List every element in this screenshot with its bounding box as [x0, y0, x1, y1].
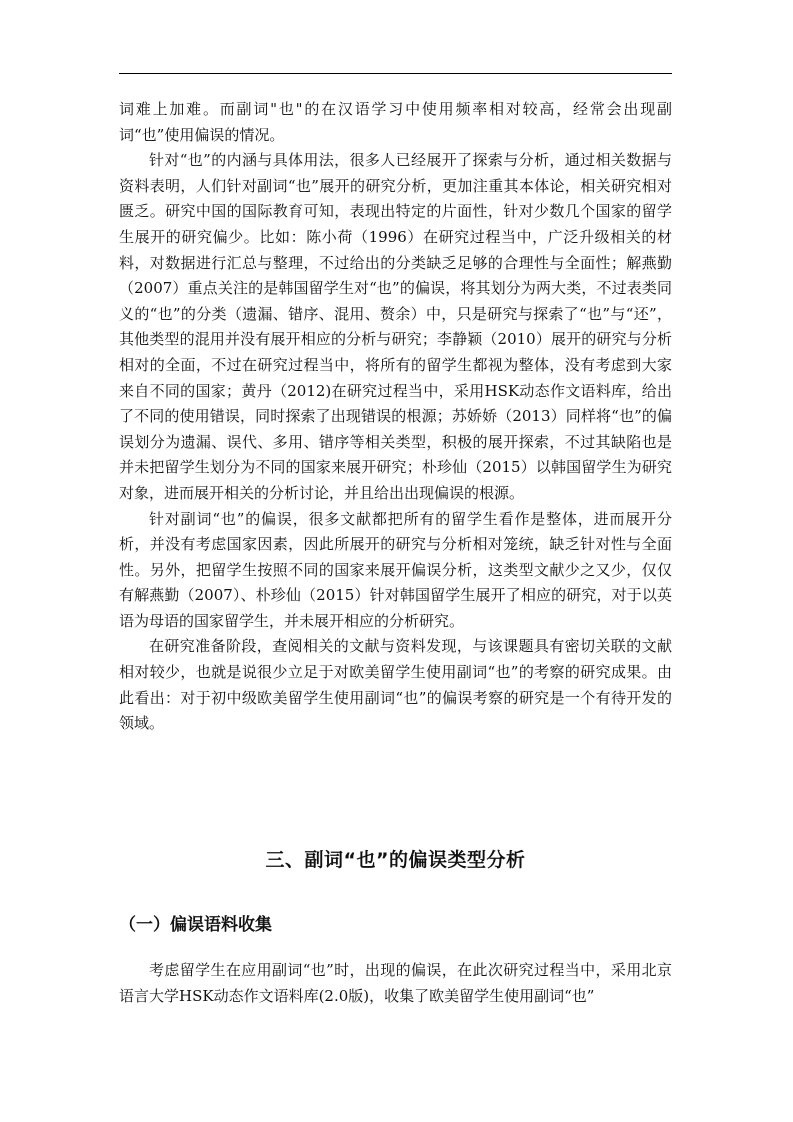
paragraph-research-gap: 针对副词“也”的偏误，很多文献都把所有的留学生看作是整体，进而展开分析，并没有考虑国家因素，因此所展开的研究与分析相对笼统，缺乏针对性与全面性。另外，把留学生按照不同的国家来展开偏误分析，这类型文献少之又少，仅仅有解燕勤（2007）、朴珍仙（2015）针对韩国留学生展开了相应的研究，对于以英语为母语的国家留学生，并未展开相应的分析研究。	[119, 509, 672, 630]
section-title: 三、副词“也”的偏误类型分析	[265, 849, 526, 871]
paragraph-corpus-collection: 考虑留学生在应用副词“也”时，出现的偏误，在此次研究过程当中，采用北京语言大学HSK动态作文语料库(2.0版)，收集了欧美留学生使用副词“也”	[119, 961, 672, 1005]
header-rule	[119, 73, 672, 74]
subsection-title: （一）偏误语料收集	[119, 915, 272, 935]
body-text	[119, 97, 672, 737]
paragraph-continuation: 词难上加难。而副词"也"的在汉语学习中使用频率相对较高，经常会出现副词“也”使用偏误的情况。	[119, 100, 672, 144]
body-text-continued	[119, 958, 672, 1009]
paragraph-literature-review: 针对“也”的内涵与具体用法，很多人已经展开了探索与分析，通过相关数据与资料表明，人们针对副词“也”展开的研究分析，更加注重其本体论，相关研究相对匮乏。研究中国的国际教育可知，表现出特定的片面性，针对少数几个国家的留学生展开的研究偏少。比如：陈小荷（1996）在研究过程当中，广泛升级相关的材料，对数据进行汇总与整理，不过给出的分类缺乏足够的合理性与全面性；解燕勤（2007）重点关注的是韩国留学生对“也”的偏误，将其划分为两大类，不过表类同义的“也”的分类（遗漏、错序、混用、赘余）中，只是研究与探索了“也”与“还”，其他类型的混用并没有展开相应的分析与研究；李静颖（2010）展开的研究与分析相对的全面，不过在研究过程当中，将所有的留学生都视为整体，没有考虑到大家来自不同的国家；黄丹（2012)在研究过程当中，采用HSK动态作文语料库，给出了不同的使用错误，同时探索了出现错误的根源；苏娇娇（2013）同样将“也”的偏误划分为遗漏、误代、多用、错序等相关类型，积极的展开探索，不过其缺陷也是并未把留学生划分为不同的国家来展开研究；朴珍仙（2015）以韩国留学生为研究对象，进而展开相关的分析讨论，并且给出出现偏误的根源。	[119, 151, 672, 502]
paragraph-conclusion: 在研究准备阶段，查阅相关的文献与资料发现，与该课题具有密切关联的文献相对较少，也就是说很少立足于对欧美留学生使用副词“也”的考察的研究成果。由此看出：对于初中级欧美留学生使用副词“也”的偏误考察的研究是一个有待开发的领域。	[119, 637, 672, 733]
